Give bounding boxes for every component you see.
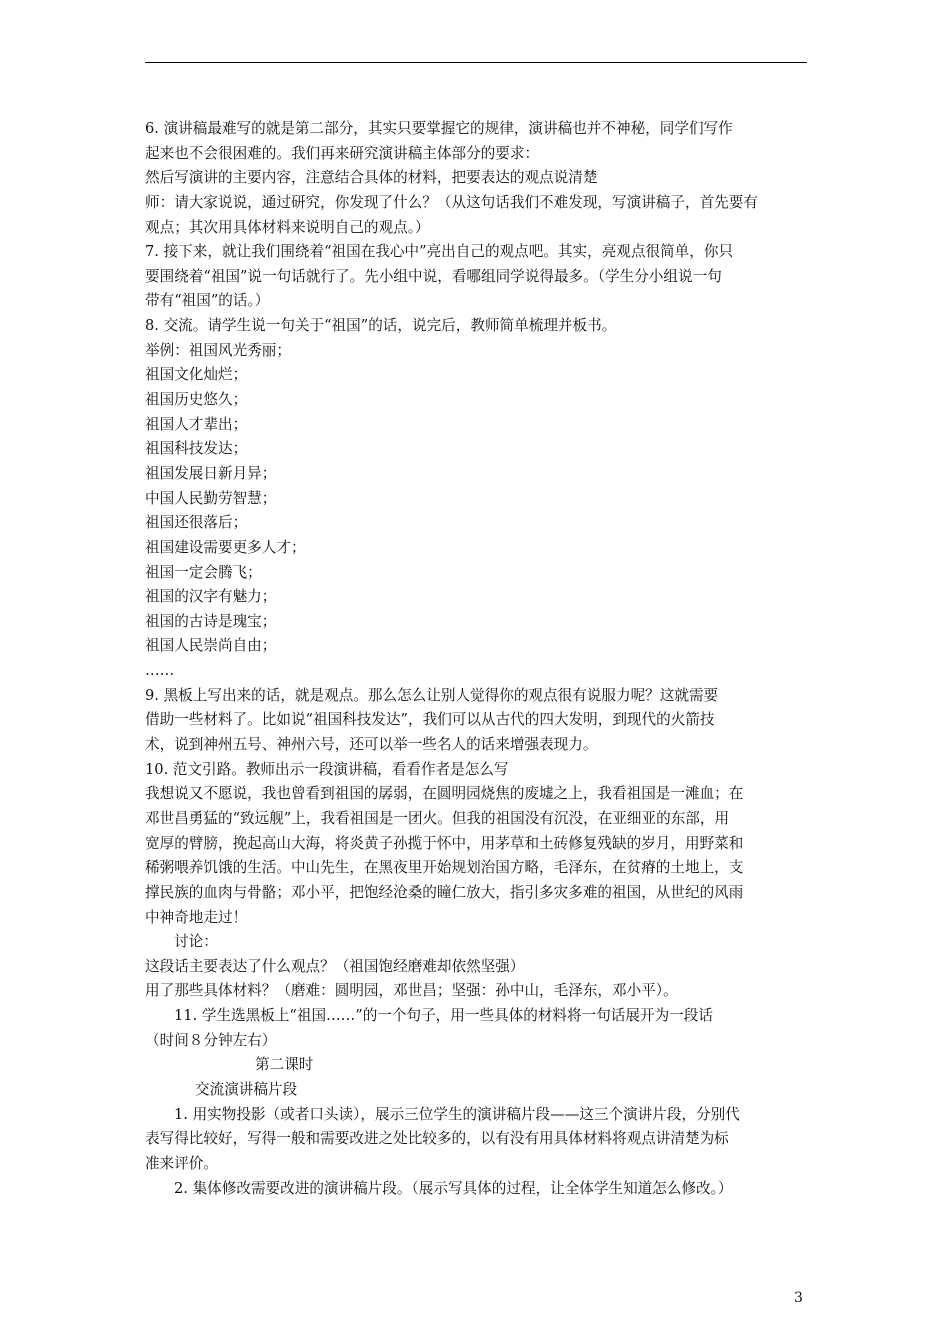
text-line: 观点；其次用具体材料来说明自己的观点。） (145, 218, 430, 236)
text-line: 祖国人才辈出； (145, 415, 248, 433)
text-line: 然后写演讲的主要内容，注意结合具体的材料，把要表达的观点说清楚 (145, 169, 598, 187)
header-rule (145, 62, 807, 63)
text-line: 祖国建设需要更多人才； (145, 538, 306, 556)
text-line: 讨论： (174, 933, 218, 951)
text-line: 祖国的古诗是瑰宝； (145, 612, 277, 630)
text-line: （时间８分钟左右） (145, 1031, 277, 1049)
text-line: 交流演讲稿片段 (195, 1080, 298, 1098)
text-line: 祖国发展日新月异； (145, 464, 277, 482)
text-line: 邓世昌勇猛的“致远舰”上，我看祖国是一团火。但我的祖国没有沉没，在亚细亚的东部，用 (145, 809, 730, 827)
document-body (145, 117, 809, 1201)
text-line: 祖国科技发达； (145, 440, 248, 458)
text-line: 宽厚的臂膀，挽起高山大海，将炎黄子孙揽于怀中，用茅草和土砖修复残缺的岁月，用野菜和 (145, 834, 744, 852)
text-line: 表写得比较好，写得一般和需要改进之处比较多的，以有没有用具体材料将观点讲清楚为标 (145, 1130, 729, 1148)
text-line: 10. 范文引路。教师出示一段演讲稿，看看作者是怎么写 (145, 760, 509, 778)
text-line: 第二课时 (255, 1056, 314, 1074)
text-line: 7. 接下来，就让我们围绕着“祖国在我心中”亮出自己的观点吧。其实，亮观点很简单，你只 (145, 243, 734, 261)
text-line: 举例：祖国风光秀丽； (145, 341, 291, 359)
text-line: 祖国的汉字有魅力； (145, 588, 277, 606)
text-line: 11. 学生选黑板上“祖国……”的一个句子，用一些具体的材料将一句话展开为一段话 (174, 1007, 713, 1025)
text-line: 祖国还很落后； (145, 514, 248, 532)
text-line: 祖国人民崇尚自由； (145, 637, 277, 655)
text-line: 2. 集体修改需要改进的演讲稿片段。（展示写具体的过程，让全体学生知道怎么修改。） (174, 1179, 733, 1197)
page-number: 3 (794, 1290, 803, 1306)
text-line: 8. 交流。请学生说一句关于“祖国”的话，说完后，教师简单梳理并板书。 (145, 317, 617, 335)
text-line: 师：请大家说说，通过研究，你发现了什么？（从这句话我们不难发现，写演讲稿子，首先要有 (145, 193, 758, 211)
text-line: 祖国文化灿烂； (145, 366, 248, 384)
text-line: 稀粥喂养饥饿的生活。中山先生，在黑夜里开始规划治国方略，毛泽东，在贫瘠的土地上，支 (145, 859, 744, 877)
text-line: 起来也不会很困难的。我们再来研究演讲稿主体部分的要求： (145, 144, 540, 162)
text-line: 带有“祖国”的话。） (145, 292, 270, 310)
text-line: 祖国历史悠久； (145, 391, 248, 409)
text-line: 借助一些材料了。比如说“祖国科技发达”，我们可以从古代的四大发明，到现代的火箭技 (145, 711, 715, 729)
text-line: …… (145, 662, 175, 680)
text-line: 要围绕着“祖国”说一句话就行了。先小组中说，看哪组同学说得最多。（学生分小组说一句 (145, 267, 722, 285)
text-line: 中神奇地走过！ (145, 908, 248, 926)
text-line: 撑民族的血肉与骨骼；邓小平，把饱经沧桑的瞳仁放大，指引多灾多难的祖国，从世纪的风雨 (145, 883, 744, 901)
text-line: 我想说又不愿说，我也曾看到祖国的孱弱，在圆明园烧焦的废墟之上，我看祖国是一滩血；在 (145, 785, 744, 803)
text-line: 1. 用实物投影（或者口头读），展示三位学生的演讲稿片段——这三个演讲片段，分别代 (174, 1105, 740, 1123)
text-line: 术，说到神州五号、神州六号，还可以举一些名人的话来增强表现力。 (145, 736, 598, 754)
text-line: 用了那些具体材料？（磨难：圆明园，邓世昌；坚强：孙中山，毛泽东，邓小平）。 (145, 982, 678, 1000)
text-line: 这段话主要表达了什么观点？（祖国饱经磨难却依然坚强） (145, 957, 525, 975)
text-line: 6. 演讲稿最难写的就是第二部分，其实只要掌握它的规律，演讲稿也并不神秘，同学们写作 (145, 120, 733, 137)
text-line: 准来评价。 (145, 1154, 218, 1172)
text-line: 9. 黑板上写出来的话，就是观点。那么怎么让别人觉得你的观点很有说服力呢？这就需要 (145, 686, 719, 704)
text-line: 中国人民勤劳智慧； (145, 489, 277, 507)
text-line: 祖国一定会腾飞； (145, 563, 262, 581)
